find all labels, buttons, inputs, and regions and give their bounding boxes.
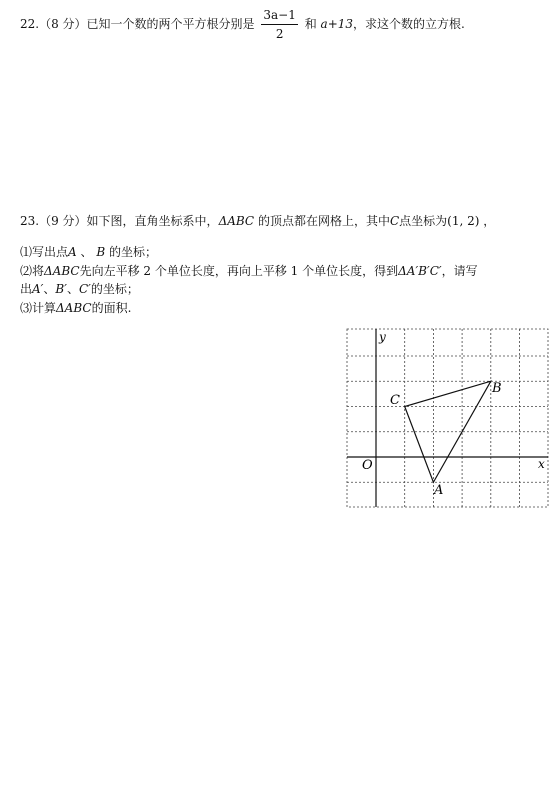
y-axis-label: y: [379, 330, 386, 344]
point-b-label: B: [492, 381, 502, 396]
q22-text-after: ，求这个数的立方根.: [353, 17, 465, 31]
q23-tail: ，: [483, 214, 496, 228]
grid-border: [347, 329, 548, 507]
item3-prefix: ⑶计算: [20, 301, 57, 315]
item2-a-prime: A′: [32, 282, 44, 296]
item1-sep: 、: [80, 245, 93, 259]
q23-item-2-line2: [20, 280, 139, 297]
item2-triangle: ΔABC: [44, 264, 80, 278]
x-axis-label: x: [538, 457, 545, 471]
point-a-label: A: [434, 483, 444, 498]
item2-c-prime: C′: [78, 282, 91, 296]
q23-intro: 如下图，直角坐标系中，: [86, 214, 219, 228]
item2-line2-end: 的坐标；: [90, 282, 139, 296]
item1-prefix: ⑴写出点: [20, 245, 69, 259]
q23-point-c: C: [389, 214, 400, 228]
item2-prefix: ⑵将: [20, 264, 45, 278]
q22-fraction: [261, 6, 297, 43]
q23-intro2: 的顶点都在网格上，其中: [257, 214, 390, 228]
q23-item-3: [20, 299, 131, 316]
origin-label: O: [362, 458, 373, 473]
q23-score: （9 分）: [39, 214, 87, 228]
q22-text-before: 已知一个数的两个平方根分别是: [86, 17, 255, 31]
item2-sep2: 、: [66, 282, 79, 296]
item1-point-a: A: [68, 245, 77, 259]
triangle-abc: [405, 381, 491, 482]
item2-b-prime: B′: [55, 282, 67, 296]
q22-frac-denominator: 2: [275, 27, 284, 41]
q22-number: 22.: [20, 17, 40, 31]
item2-mid: 先向左平移 2 个单位长度，再向上平移 1 个单位长度，得到: [79, 264, 399, 278]
item2-end: ，请写: [441, 264, 478, 278]
q22-text-and: 和: [304, 17, 317, 31]
item1-suffix: 的坐标；: [109, 245, 158, 259]
item1-point-b: B: [96, 245, 106, 259]
q23-number: 23.: [20, 214, 40, 228]
item3-triangle: ΔABC: [56, 301, 92, 315]
q22-expr2: a+13: [320, 17, 354, 31]
q22-frac-numerator: 3a−1: [261, 6, 297, 25]
item2-sep1: 、: [43, 282, 56, 296]
question-22: [20, 6, 465, 43]
point-c-label: C: [390, 393, 400, 408]
q23-item-2: [20, 262, 478, 279]
q22-score: （8 分）: [39, 17, 87, 31]
question-23-header: [20, 212, 495, 229]
q23-coord-c: (1, 2): [447, 214, 480, 228]
axes: [347, 329, 548, 507]
q23-triangle: ΔABC: [218, 214, 255, 228]
q23-intro3: 点坐标为: [399, 214, 448, 228]
q23-item-1: [20, 243, 157, 260]
item2-line2-a: 出: [20, 282, 33, 296]
grid-lines: [347, 329, 548, 507]
item2-triangle-prime: ΔA′B′C′: [398, 264, 442, 278]
item3-suffix: 的面积.: [91, 301, 132, 315]
